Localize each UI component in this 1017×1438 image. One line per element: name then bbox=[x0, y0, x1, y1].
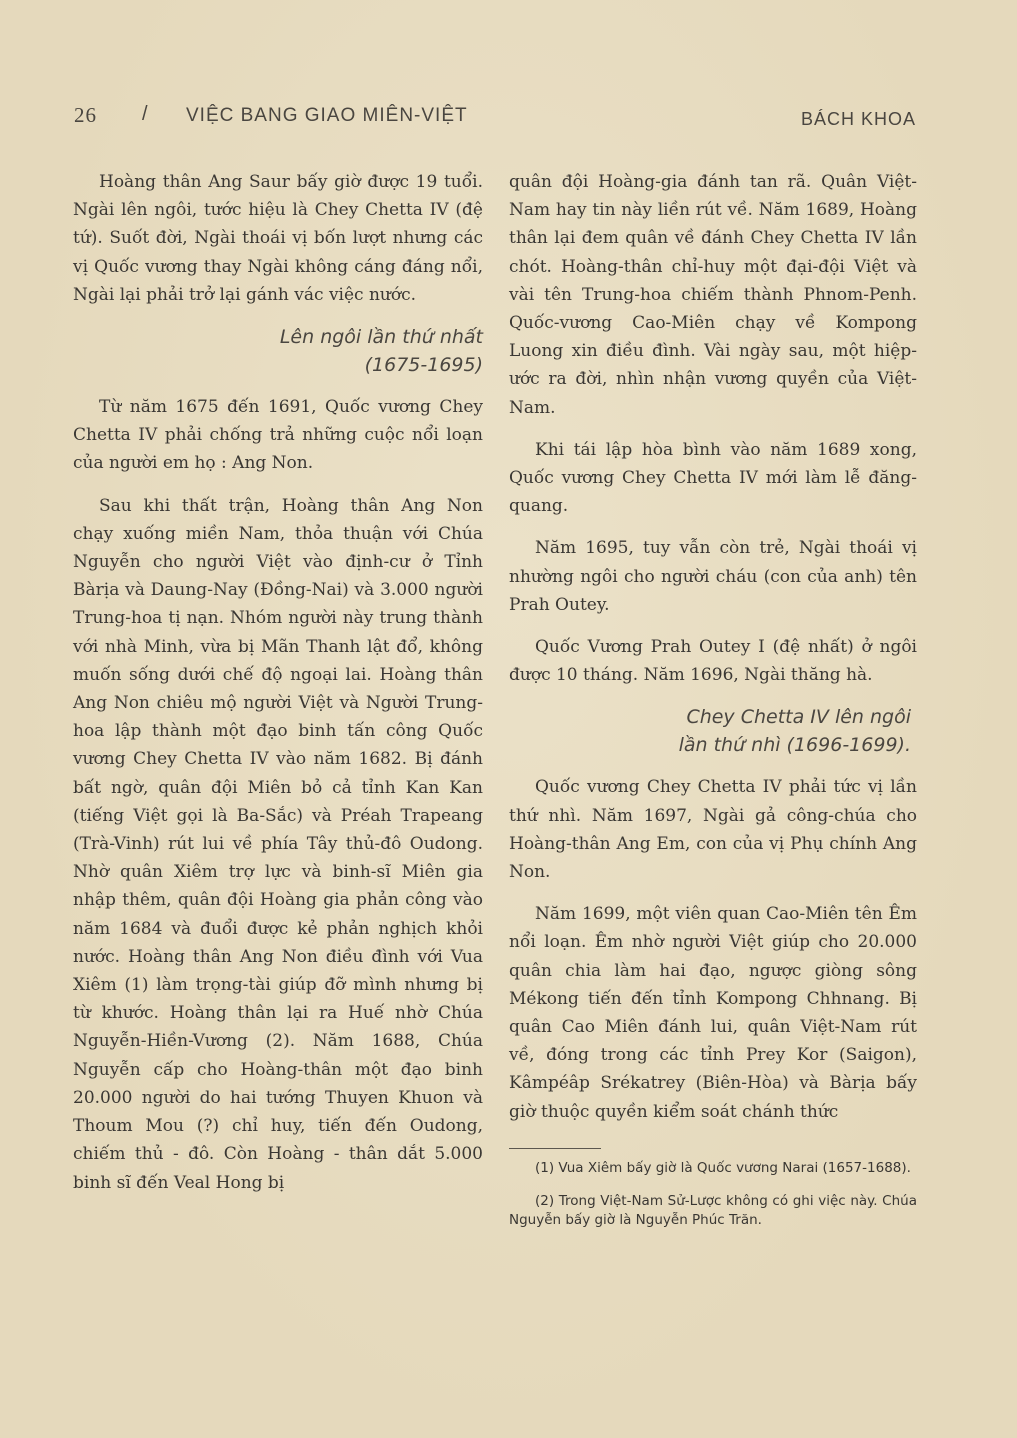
paragraph: Sau khi thất trận, Hoàng thân Ang Non chạy xuống miền Nam, thỏa thuận với Chúa Nguyễn cho người Việt vào định-cư ở Tỉnh Bàrịa và Daung-Nay (Đồng-Nai) và 3.000 người Trung-hoa tị nạn. Nhóm người này trung thành với nhà Minh, vừa bị Mãn Thanh lật đổ, không muốn sống dưới chế độ ngoại lai. Hoàng thân Ang Non chiêu mộ người Việt và Người Trung-hoa lập thành một đạo binh tấn công Quốc vương Chey Chetta IV vào năm 1682. Bị đánh bất ngờ, quân đội Miên bỏ cả tỉnh Kan Kan (tiếng Việt gọi là Ba-Sắc) và Préah Trapeang (Trà-Vinh) rút lui về phía Tây thủ-đô Oudong. Nhờ quân Xiêm trợ lực và binh-sĩ Miên gia nhập thêm, quân đội Hoàng gia phản công vào năm 1684 và đuổi được kẻ phản nghịch khỏi nước. Hoàng thân Ang Non điều đình với Vua Xiêm (1) làm trọng-tài giúp đỡ mình nhưng bị từ khước. Hoàng thân lại ra Huế nhờ Chúa Nguyễn-Hiền-Vương (2). Năm 1688, Chúa Nguyễn cấp cho Hoàng-thân một đạo binh 20.000 người do hai tướng Thuyen Khuon và Thoum Mou (?) chỉ huy, tiến đến Oudong, chiếm thủ - đô. Còn Hoàng - thân dắt 5.000 binh sĩ đến Veal Hong bị bbox=[73, 495, 483, 1193]
paragraph: Từ năm 1675 đến 1691, Quốc vương Chey Chetta IV phải chống trả những cuộc nổi loạn của người em họ : Ang Non. bbox=[73, 397, 483, 474]
left-column bbox=[73, 168, 483, 1211]
footnote-divider bbox=[509, 1148, 601, 1149]
subheading-line: (1675-1695) bbox=[364, 354, 483, 377]
running-title: VIỆC BANG GIAO MIÊN-VIỆT bbox=[186, 105, 468, 126]
paragraph: Năm 1699, một viên quan Cao-Miên tên Êm nổi loạn. Êm nhờ người Việt giúp cho 20.000 quân chia làm hai đạo, ngược giòng sông Mékong tiến đến tỉnh Kompong Chhnang. Bị quân Cao Miên đánh lui, quân Việt-Nam rút về, đóng trong các tỉnh Prey Kor (Saigon), Kâmpéâp Srékatrey (Biên-Hòa) và Bàrịa bấy giờ thuộc quyền kiểm soát chánh thức bbox=[509, 904, 917, 1122]
paragraph: Quốc vương Chey Chetta IV phải tức vị lần thứ nhì. Năm 1697, Ngài gả công-chúa cho Hoàng-thân Ang Em, con của vị Phụ chính Ang Non. bbox=[509, 777, 917, 883]
subheading bbox=[73, 323, 483, 379]
paragraph: Năm 1695, tuy vẫn còn trẻ, Ngài thoái vị nhường ngôi cho người cháu (con của anh) tên Prah Outey. bbox=[509, 538, 917, 615]
page-number: 26 bbox=[74, 103, 97, 127]
footnote: (2) Trong Việt-Nam Sử-Lược không có ghi việc này. Chúa Nguyễn bấy giờ là Nguyễn Phúc Trăn. bbox=[509, 1192, 917, 1228]
subheading-line: Lên ngôi lần thứ nhất bbox=[279, 326, 483, 349]
paragraph: Khi tái lập hòa bình vào năm 1689 xong, Quốc vương Chey Chetta IV mới làm lễ đăng-quang. bbox=[509, 439, 917, 517]
magazine-name: BÁCH KHOA bbox=[800, 109, 916, 129]
footnote: (1) Vua Xiêm bấy giờ là Quốc vương Narai (1657-1688). bbox=[535, 1159, 911, 1176]
subheading bbox=[509, 703, 917, 759]
subheading-line: Chey Chetta IV lên ngôi bbox=[686, 706, 911, 729]
paragraph: Hoàng thân Ang Saur bấy giờ được 19 tuổi. Ngài lên ngôi, tước hiệu là Chey Chetta IV (đệ tứ). Suốt đời, Ngài thoái vị bốn lượt nhưng các vị Quốc vương thay Ngài không cáng đáng nổi, Ngài lại phải trở lại gánh vác việc nước. bbox=[73, 172, 483, 305]
paragraph: Quốc Vương Prah Outey I (đệ nhất) ở ngôi được 10 tháng. Năm 1696, Ngài thăng hà. bbox=[509, 637, 917, 686]
subheading-line: lần thứ nhì (1696-1699). bbox=[678, 734, 911, 757]
right-column bbox=[509, 168, 917, 1244]
page-header bbox=[74, 103, 916, 133]
header-separator: / bbox=[142, 103, 149, 125]
paragraph: quân đội Hoàng-gia đánh tan rã. Quân Việt-Nam hay tin này liền rút về. Năm 1689, Hoàng thân lại đem quân về đánh Chey Chetta IV lần chót. Hoàng-thân chỉ-huy một đại-đội Việt và vài tên Trung-hoa chiếm thành Phnom-Penh. Quốc-vương Cao-Miên chạy về Kompong Luong xin điều đình. Vài ngày sau, một hiệp-ước ra đời, nhìn nhận vương quyền của Việt-Nam. bbox=[509, 172, 917, 418]
